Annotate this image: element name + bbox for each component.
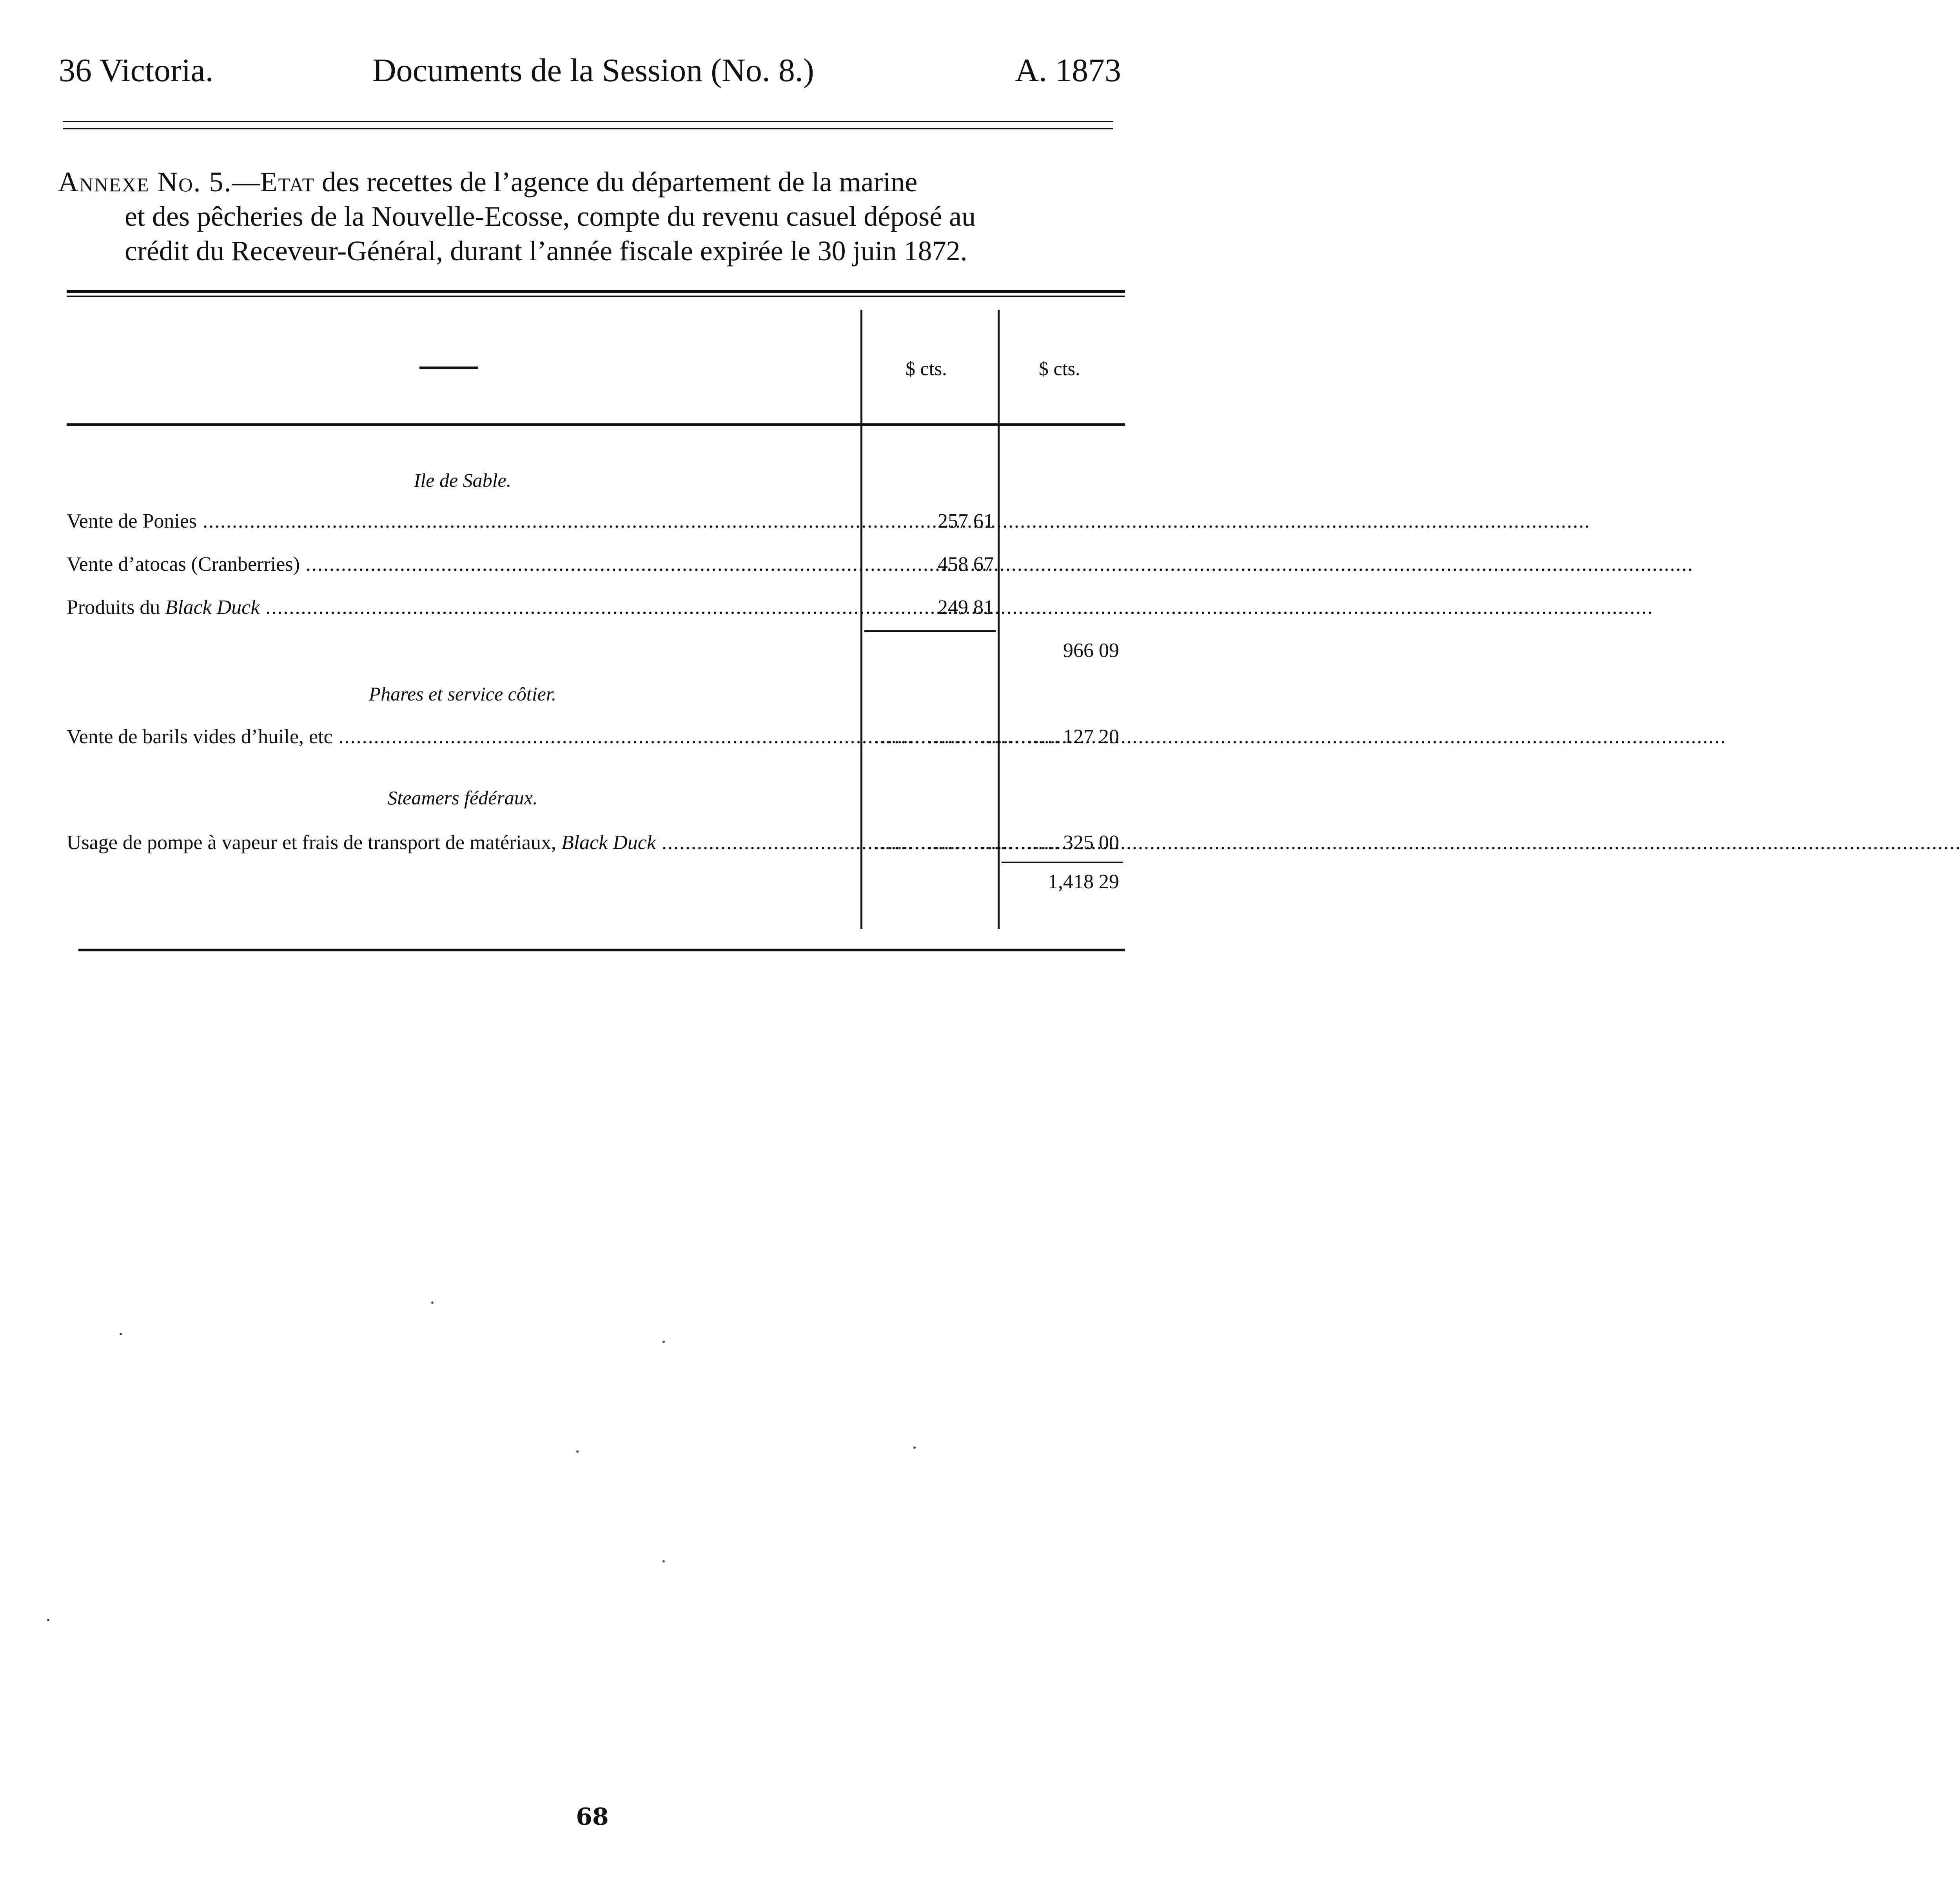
page-number: 68 [576, 1803, 609, 1831]
header-bottom-rule [67, 423, 1125, 426]
running-header [59, 49, 1121, 92]
title-line-3: crédit du Receveur-Général, durant l’année fiscale expirée le 30 juin 1872. [125, 235, 967, 267]
header-documents: Documents de la Session (No. 8.) [372, 52, 814, 89]
description-header-dash [419, 367, 478, 369]
vessel-name: Black Duck [561, 831, 656, 854]
table-rule-bottom [78, 949, 1125, 951]
state-word: Etat [260, 166, 315, 198]
section-heading-steamers: Steamers fédéraux. [387, 787, 538, 809]
receipts-table [67, 290, 1125, 964]
print-speck [576, 1450, 579, 1453]
table-row [67, 594, 1125, 621]
row-amount: 458 67 [938, 553, 994, 575]
print-speck [431, 1301, 434, 1304]
section-heading-phares: Phares et service côtier. [368, 683, 557, 705]
print-speck [913, 1446, 916, 1449]
total-rule [1002, 862, 1123, 863]
row-amount: 127 20 [1063, 726, 1119, 748]
table-row [67, 508, 1125, 535]
total-amount: 1,418 29 [1048, 871, 1119, 893]
header-session: 36 Victoria. [59, 52, 214, 89]
column-header-1: $ cts. [906, 357, 947, 379]
table-row [67, 551, 1125, 578]
header-year: A. 1873 [1015, 52, 1121, 89]
table-row [67, 829, 1125, 857]
row-amount: 249 81 [938, 596, 994, 619]
subtotal-amount: 966 09 [1063, 639, 1119, 662]
table-row [67, 723, 1125, 751]
header-rule-top [63, 121, 1113, 122]
print-speck [47, 1619, 49, 1621]
table-rule-top [67, 290, 1125, 293]
empty-cell-dots: ............................ [874, 726, 1061, 748]
row-label: Usage de pompe à vapeur et frais de transport de matériaux, Black Duck ..... [67, 829, 858, 857]
empty-cell-dots: ............................ [874, 831, 1061, 854]
print-speck [662, 1560, 665, 1562]
row-label: Vente de Ponies ..... [67, 508, 858, 535]
header-rule-bottom [63, 128, 1113, 129]
print-speck [120, 1333, 122, 1335]
title-line-2: et des pêcheries de la Nouvelle-Ecosse, compte du revenu casuel déposé au [125, 201, 976, 232]
row-label: Produits du Black Duck ..... [67, 594, 858, 621]
section-heading-ile-de-sable: Ile de Sable. [414, 469, 512, 491]
title-line-1-text: des recettes de l’agence du département de la marine [315, 166, 918, 198]
column-header-2: $ cts. [1039, 357, 1080, 379]
row-amount: 257 61 [938, 510, 994, 532]
row-label: Vente d’atocas (Cranberries) ..... [67, 551, 858, 578]
title-line-1: Annexe No. 5.—Etat des recettes de l’agence du département de la marine [58, 166, 918, 198]
annex-label: Annexe No. 5. [58, 166, 232, 198]
subtotal-rule [864, 630, 996, 632]
print-speck [662, 1341, 665, 1343]
table-rule-top-2 [67, 296, 1125, 297]
row-label: Vente de barils vides d’huile, etc ..... [67, 723, 858, 751]
annex-title [58, 165, 1128, 268]
vessel-name: Black Duck [165, 596, 260, 619]
subtotal-row [67, 637, 1125, 664]
row-amount: 325 00 [1063, 831, 1119, 854]
total-row [67, 868, 1125, 896]
